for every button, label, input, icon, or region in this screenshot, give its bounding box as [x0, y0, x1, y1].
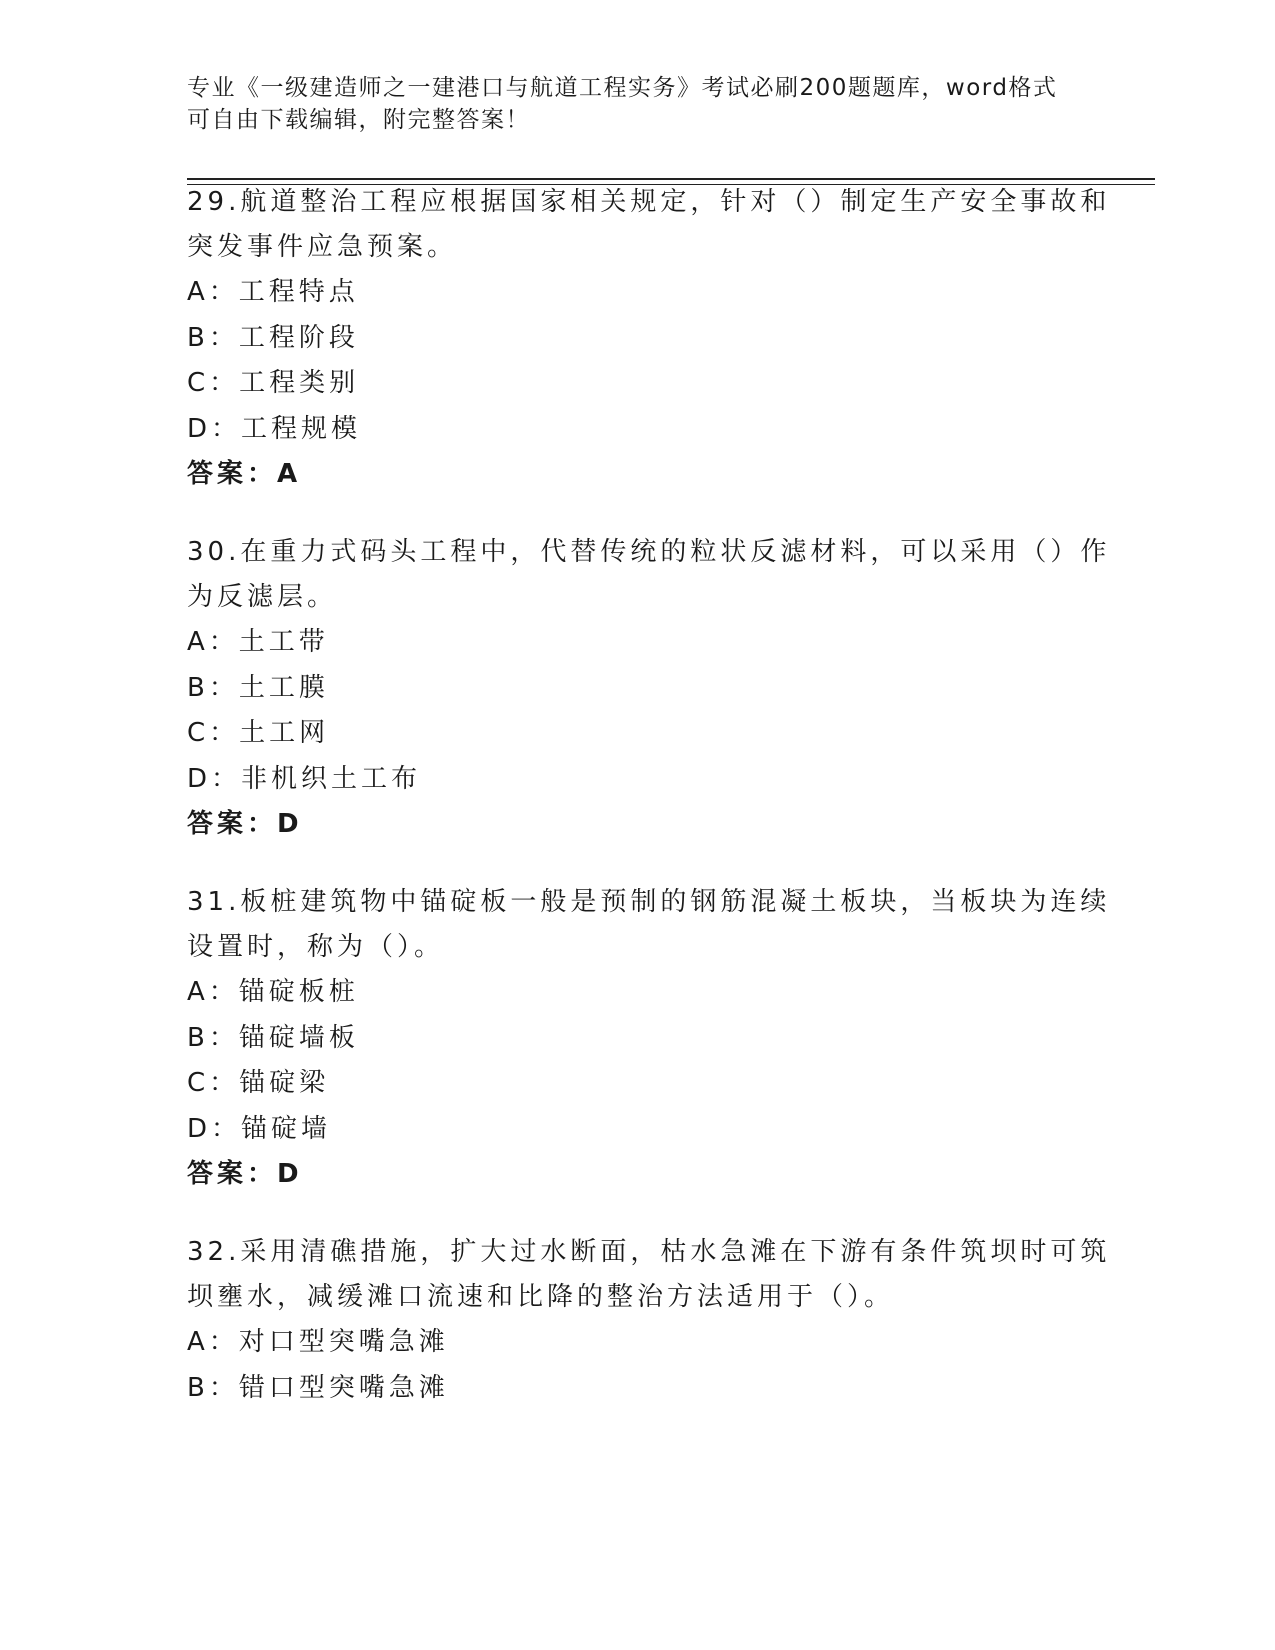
question-stem [187, 530, 1111, 620]
option-a: A：锚碇板桩 [187, 977, 359, 1007]
question-29 [187, 180, 1111, 498]
option-c: C：锚碇梁 [187, 1068, 330, 1098]
question-stem-line: 31.板桩建筑物中锚碇板一般是预制的钢筋混凝土板块，当板块为连续 [187, 887, 1111, 917]
option-d: D：工程规模 [187, 413, 362, 444]
option-b: B：工程阶段 [187, 322, 359, 353]
option-a: A：对口型突嘴急滩 [187, 1327, 449, 1357]
option-b: B：错口型突嘴急滩 [187, 1372, 449, 1403]
header-line-2: 可自由下载编辑，附完整答案！ [187, 107, 530, 133]
option-c: C：土工网 [187, 718, 330, 748]
question-stem-line: 坝壅水，减缓滩口流速和比降的整治方法适用于（）。 [187, 1282, 895, 1312]
answer: 答案：A [187, 459, 302, 489]
question-stem [187, 180, 1111, 270]
question-stem-line: 29.航道整治工程应根据国家相关规定，针对（）制定生产安全事故和 [187, 187, 1111, 217]
option-d: D：锚碇墙 [187, 1113, 332, 1144]
option-d: D：非机织土工布 [187, 763, 422, 794]
option-a: A：土工带 [187, 627, 329, 657]
question-stem [187, 880, 1111, 970]
option-b: B：锚碇墙板 [187, 1022, 359, 1053]
question-stem-line: 设置时，称为（）。 [187, 932, 445, 962]
question-stem-line: 32.采用清礁措施，扩大过水断面，枯水急滩在下游有条件筑坝时可筑 [187, 1237, 1111, 1267]
answer: 答案：D [187, 809, 303, 839]
question-stem-line: 30.在重力式码头工程中，代替传统的粒状反滤材料，可以采用（）作 [187, 537, 1111, 567]
option-a: A：工程特点 [187, 277, 359, 307]
question-32 [187, 1230, 1111, 1411]
header-line-1: 专业《一级建造师之一建港口与航道工程实务》考试必刷200题题库，word格式 [187, 75, 1058, 101]
question-stem [187, 1230, 1111, 1320]
question-stem-line: 突发事件应急预案。 [187, 232, 458, 262]
question-31 [187, 880, 1111, 1198]
document-header [187, 72, 1067, 136]
option-c: C：工程类别 [187, 368, 360, 398]
option-b: B：土工膜 [187, 672, 329, 703]
question-30 [187, 530, 1111, 848]
answer: 答案：D [187, 1159, 303, 1189]
question-stem-line: 为反滤层。 [187, 582, 338, 612]
